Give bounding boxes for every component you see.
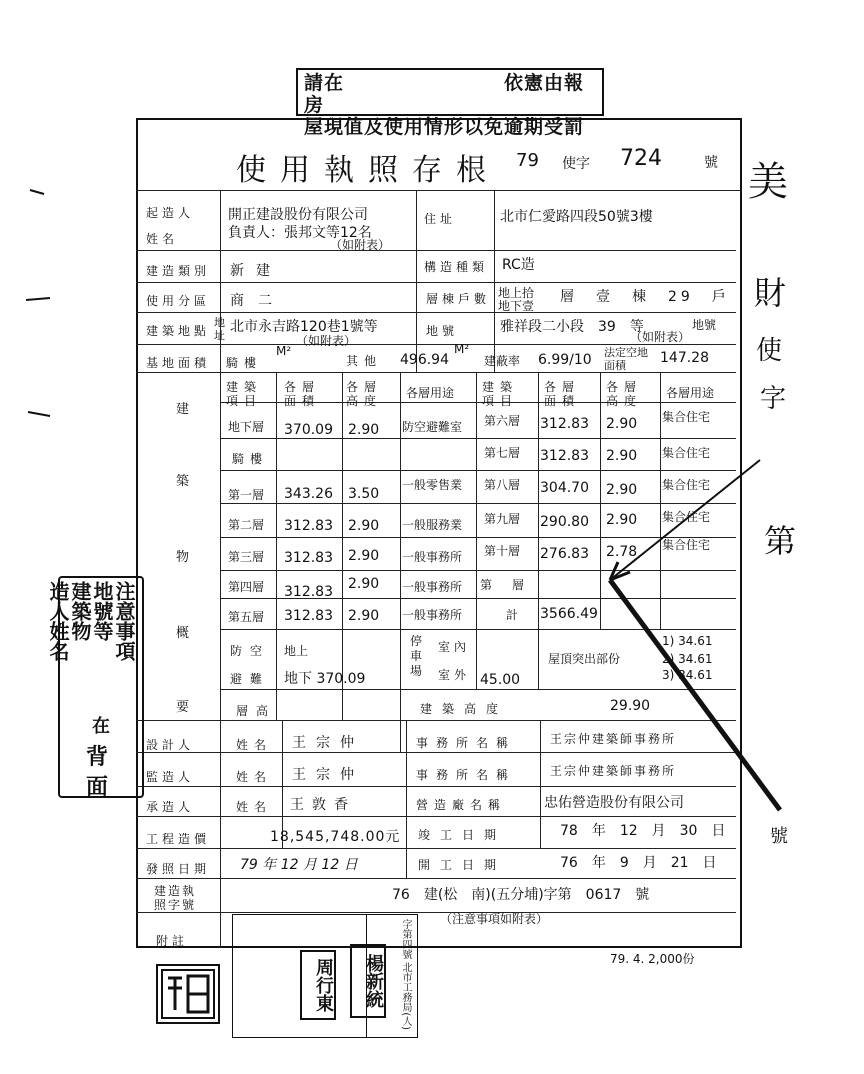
start-label: 開工日期 (418, 858, 507, 872)
coverage-label: 建蔽率 (484, 354, 521, 368)
print-code: 79. 4. 2,000份 (610, 952, 695, 966)
floor-name: 第六層 (484, 414, 521, 428)
floor-area: 3566.49 (540, 606, 598, 622)
col-height-right: 各層高度 (606, 380, 643, 408)
floor-area: 312.83 (284, 518, 333, 534)
side-note-col: 地號等 (90, 581, 114, 641)
permit-note: （注意事項如附表） (440, 912, 549, 926)
margin-char: 字 (760, 384, 787, 414)
floor-use: 一般事務所 (402, 608, 463, 622)
floor-height: 2.90 (348, 422, 380, 438)
floors-below: 地下壹 (498, 299, 535, 313)
side-note-extra-3: 面 (86, 774, 109, 800)
floor-name: 計 (506, 608, 519, 622)
bldg-height-value: 29.90 (610, 698, 651, 714)
side-note-extra-2: 背 (86, 744, 109, 770)
cost-value: 18,545,748.00元 (270, 829, 401, 845)
roof-value: 3) 34.61 (662, 668, 713, 682)
site-label: 建築地點 (146, 324, 211, 338)
floor-area: 370.09 (284, 422, 333, 438)
m2-unit: M² (276, 344, 292, 358)
build-type-label: 建造類別 (146, 264, 211, 278)
margin-char: 財 (754, 274, 787, 312)
supervisor-name-field: 姓名 (236, 770, 273, 784)
floor-area: 312.83 (284, 550, 333, 566)
outdoor-label: 室外 (438, 668, 471, 682)
seal-stamp-left (156, 964, 220, 1024)
outdoor-value: 45.00 (480, 672, 521, 688)
building-side-2: 築 (176, 474, 190, 489)
floor-use: 集合住宅 (662, 410, 711, 424)
building-side-5: 要 (176, 700, 190, 715)
floor-height: 2.90 (606, 512, 638, 528)
contractor-label: 承造人 (146, 800, 195, 814)
permit-ref-value: 76 建(松 南)(五分埔)字第 0617 號 (392, 887, 650, 903)
see-attached-2: （如附表） (296, 334, 357, 348)
building-side-3: 物 (176, 550, 190, 565)
floor-area: 312.83 (284, 608, 333, 624)
designer-label: 設計人 (146, 738, 195, 752)
floor-area: 343.26 (284, 486, 333, 502)
floor-use: 一般服務業 (402, 518, 463, 532)
floor-name: 地下層 (228, 420, 265, 434)
roof-value: 1) 34.61 (662, 634, 713, 648)
floor-name: 第二層 (228, 518, 265, 532)
bldg-height-label: 建築高度 (420, 702, 509, 716)
floor-name: 第七層 (484, 446, 521, 460)
start-value: 76 年 9 月 21 日 (560, 855, 717, 871)
permit-number: 724 (620, 146, 662, 171)
side-note-col: 建築物 (68, 581, 92, 641)
parking-label: 停車場 (410, 634, 423, 678)
floor-use: 一般事務所 (402, 580, 463, 594)
floors-count: 層 壹 棟 29 戶 (560, 289, 730, 305)
zone-value: 商二 (230, 293, 286, 309)
seal-left-icon (158, 966, 218, 1022)
supervisor-office-label: 事務所名稱 (416, 768, 517, 782)
floor-name: 第一層 (228, 488, 265, 502)
floor-name: 第 層 (480, 578, 529, 592)
designer-name-field: 姓名 (236, 738, 273, 752)
floor-height: 2.90 (606, 482, 638, 498)
floor-height-label: 層高 (236, 704, 277, 718)
issue-label: 發照日期 (146, 862, 211, 876)
side-note-col: 注意事項 (112, 581, 136, 661)
side-note-col: 造人姓名 (46, 581, 70, 661)
supervisor-name: 王宗仲 (292, 767, 364, 783)
designer-name: 王宗仲 (292, 735, 364, 751)
form-title: 使用執照存根 (236, 153, 500, 188)
floor-name: 第九層 (484, 512, 521, 526)
floor-height: 2.90 (348, 576, 380, 592)
stamp-text: 北市工務局(人) (400, 962, 411, 1030)
supervisor-office: 王宗仲建築師事務所 (550, 764, 677, 778)
building-side-1: 建 (176, 402, 190, 417)
margin-char: 第 (764, 522, 797, 560)
floor-height: 2.90 (606, 416, 638, 432)
floor-use: 集合住宅 (662, 446, 711, 460)
area-label: 基地面積 (146, 356, 211, 370)
complete-label: 竣工日期 (418, 828, 507, 842)
see-attached-1: （如附表） (330, 238, 391, 252)
floor-use: 一般事務所 (402, 550, 463, 564)
floor-use: 一般零售業 (402, 478, 463, 492)
lot-label: 地號 (426, 324, 459, 338)
floor-use: 集合住宅 (662, 538, 711, 552)
see-attached-3: （如附表） (630, 330, 691, 344)
col-area-left: 各層面積 (284, 380, 321, 408)
address-value: 北市仁愛路四段50號3樓 (500, 209, 653, 225)
floor-name: 騎樓 (232, 452, 269, 466)
permit-year: 79 (516, 150, 539, 171)
notice-line1: 請在 依憲由報房 (304, 72, 585, 116)
floor-height: 3.50 (348, 486, 380, 502)
other-label: 其他 (346, 354, 383, 368)
floors-label: 層棟戶數 (426, 292, 491, 306)
builder-name-label: 姓名 (146, 232, 179, 246)
builder-value: 開正建設股份有限公司 (228, 207, 368, 223)
arcade-label: 騎樓 (226, 356, 263, 370)
official-stamp-text (366, 914, 418, 1038)
indoor-label: 室內 (438, 640, 471, 654)
stamp-col: 字第四號 (400, 919, 411, 959)
permit-suffix: 號 (704, 155, 718, 171)
floor-name: 第五層 (228, 610, 265, 624)
col-height-left: 各層高度 (346, 380, 383, 408)
contractor-firm-label: 營造廠名稱 (416, 798, 507, 812)
cost-label: 工程造價 (146, 832, 211, 846)
contractor-name: 王敦香 (290, 797, 356, 813)
designer-office-label: 事務所名稱 (416, 736, 517, 750)
structure-label: 構造種類 (424, 260, 489, 274)
floor-use: 集合住宅 (662, 478, 711, 492)
col-area-right: 各層面積 (544, 380, 581, 408)
floor-use: 集合住宅 (662, 510, 711, 524)
notice-box (296, 68, 604, 138)
permit-word: 使字 (562, 156, 590, 172)
floor-name: 第四層 (228, 580, 265, 594)
floor-height: 2.90 (348, 548, 380, 564)
floor-use: 防空避難室 (402, 420, 463, 434)
other-value: 496.94 (400, 352, 449, 368)
official-seal-1: 周行東 (300, 950, 336, 1020)
floor-area: 304.70 (540, 480, 589, 496)
build-type-value: 新建 (230, 263, 282, 279)
floor-area: 290.80 (540, 514, 589, 530)
designer-office: 王宗仲建築師事務所 (550, 732, 677, 746)
builder-rep: 負責人：張邦文等12名 (228, 225, 372, 241)
supervisor-label: 監造人 (146, 770, 195, 784)
open-space-label: 法定空地面積 (604, 346, 648, 372)
floors-above: 地上拾 (498, 286, 535, 300)
floor-height: 2.90 (348, 518, 380, 534)
issue-value: 79 年 12 月 12 日 (240, 857, 358, 873)
floor-name: 第八層 (484, 478, 521, 492)
lot-value: 雅祥段二小段 39 等 (500, 319, 644, 335)
shelter-above: 地上 (284, 644, 309, 658)
floor-name: 第十層 (484, 544, 521, 558)
lot-suffix: 地號 (692, 318, 717, 332)
m2-unit-2: M² (454, 342, 470, 356)
contractor-firm: 忠佑營造股份有限公司 (544, 795, 684, 811)
side-note-extra-1: 在 (92, 716, 110, 737)
contractor-name-field: 姓名 (236, 800, 273, 814)
site-sub-label: 地址 (214, 316, 225, 342)
zone-label: 使用分區 (146, 294, 211, 308)
floor-area: 276.83 (540, 546, 589, 562)
open-space-value: 147.28 (660, 350, 709, 366)
col-item-right: 建築項目 (482, 380, 519, 408)
margin-char: 美 (748, 159, 788, 205)
structure-value: RC造 (502, 257, 535, 273)
permit-ref-label: 建造執照字號 (154, 884, 197, 912)
shelter-label: 防空 (230, 644, 271, 658)
floor-area: 312.83 (284, 584, 333, 600)
roof-label: 屋頂突出部份 (548, 652, 621, 666)
builder-label: 起造人 (146, 206, 195, 220)
site-value: 北市永吉路120巷1號等 (230, 319, 378, 335)
floor-area: 312.83 (540, 448, 589, 464)
col-item-left: 建築項目 (226, 380, 263, 408)
notice-line2: 屋現值及使用情形以免逾期受罰 (304, 116, 585, 138)
complete-value: 78 年 12 月 30 日 (560, 823, 726, 839)
remark-label: 附註 (156, 934, 189, 948)
floor-name: 第三層 (228, 550, 265, 564)
col-use-left: 各層用途 (406, 386, 455, 400)
col-use-right: 各層用途 (666, 386, 715, 400)
coverage-value: 6.99/10 (538, 352, 592, 368)
margin-char: 使 (756, 336, 783, 366)
address-label: 住址 (424, 212, 457, 226)
official-seal-2: 楊新統 (350, 944, 386, 1018)
diagonal-mark-icon (590, 440, 800, 820)
margin-bottom-char: 號 (770, 826, 788, 847)
floor-height: 2.90 (606, 448, 638, 464)
roof-value: 2) 34.61 (662, 652, 713, 666)
floor-height: 2.90 (348, 608, 380, 624)
evac-below: 地下 370.09 (284, 671, 366, 687)
building-side-4: 概 (176, 626, 190, 641)
floor-area: 312.83 (540, 416, 589, 432)
evac-label: 避難 (230, 672, 271, 686)
margin-marks-icon (20, 180, 60, 440)
floor-height: 2.78 (606, 544, 638, 560)
